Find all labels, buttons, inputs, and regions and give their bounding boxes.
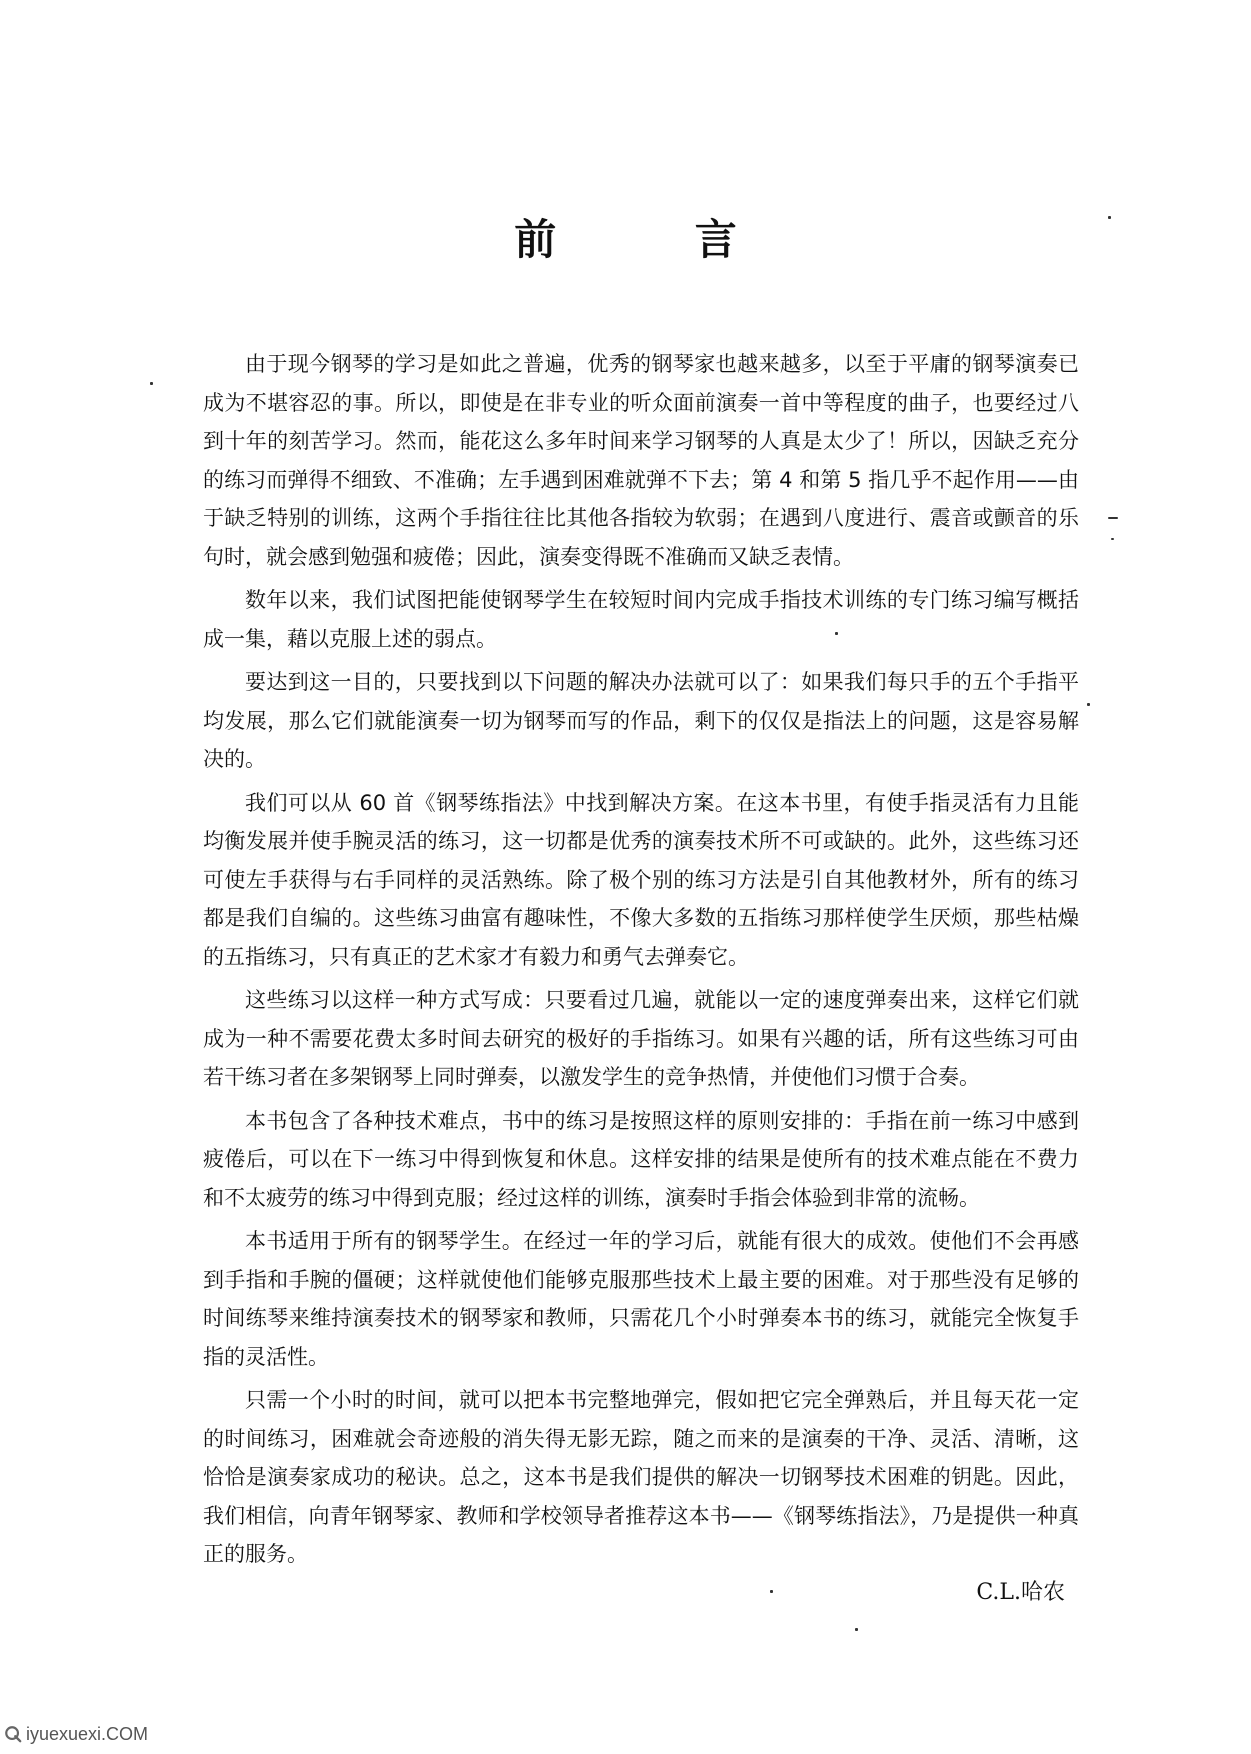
site-watermark	[4, 1722, 148, 1746]
author-signature: C.L.哈农	[976, 1580, 1065, 1605]
paragraph-1: 由于现今钢琴的学习是如此之普遍，优秀的钢琴家也越来越多，以至于平庸的钢琴演奏已成为不堪容忍的事。所以，即使是在非专业的听众面前演奏一首中等程度的曲子，也要经过八到十年的刻苦学习。然而，能花这么多年时间来学习钢琴的人真是太少了！所以，因缺乏充分的练习而弹得不细致、不准确；左手遇到困难就弹不下去；第 4 和第 5 指几乎不起作用——由于缺乏特别的训练，这两个手指往往比其他各指较为软弱；在遇到八度进行、震音或颤音的乐句时，就会感到勉强和疲倦；因此，演奏变得既不准确而又缺乏表情。	[203, 352, 1079, 569]
q-logo-icon	[4, 1725, 22, 1743]
paragraph-7: 本书适用于所有的钢琴学生。在经过一年的学习后，就能有很大的成效。使他们不会再感到手指和手腕的僵硬；这样就使他们能够克服那些技术上最主要的困难。对于那些没有足够的时间练琴来维持演奏技术的钢琴家和教师，只需花几个小时弹奏本书的练习，就能完全恢复手指的灵活性。	[203, 1229, 1079, 1369]
watermark-text: iyuexuexi.COM	[26, 1723, 149, 1744]
page-title: 前 言	[514, 215, 799, 264]
scan-speck	[855, 1628, 858, 1631]
paragraph-8: 只需一个小时的时间，就可以把本书完整地弹完，假如把它完全弹熟后，并且每天花一定的时间练习，困难就会奇迹般的消失得无影无踪，随之而来的是演奏的干净、灵活、清晰，这恰恰是演奏家成功的秘诀。总之，这本书是我们提供的解决一切钢琴技术困难的钥匙。因此，我们相信，向青年钢琴家、教师和学校领导者推荐这本书——《钢琴练指法》，乃是提供一种真正的服务。	[203, 1388, 1079, 1566]
paragraph-4: 我们可以从 60 首《钢琴练指法》中找到解决方案。在这本书里，有使手指灵活有力且能均衡发展并使手腕灵活的练习，这一切都是优秀的演奏技术所不可或缺的。此外，这些练习还可使左手获得与右手同样的灵活熟练。除了极个别的练习方法是引自其他教材外，所有的练习都是我们自编的。这些练习曲富有趣味性，不像大多数的五指练习那样使学生厌烦，那些枯燥的五指练习，只有真正的艺术家才有毅力和勇气去弹奏它。	[203, 790, 1079, 969]
scan-speck	[1108, 517, 1118, 519]
scan-speck	[150, 382, 153, 385]
scan-speck	[835, 632, 838, 635]
scan-speck	[1111, 538, 1114, 540]
paragraph-6: 本书包含了各种技术难点，书中的练习是按照这样的原则安排的：手指在前一练习中感到疲倦后，可以在下一练习中得到恢复和休息。这样安排的结果是使所有的技术难点能在不费力和不太疲劳的练习中得到克服；经过这样的训练，演奏时手指会体验到非常的流畅。	[203, 1108, 1079, 1210]
paragraph-2: 数年以来，我们试图把能使钢琴学生在较短时间内完成手指技术训练的专门练习编写概括成一集，藉以克服上述的弱点。	[203, 588, 1079, 651]
paragraph-3: 要达到这一目的，只要找到以下问题的解决办法就可以了：如果我们每只手的五个手指平均发展，那么它们就能演奏一切为钢琴而写的作品，剩下的仅仅是指法上的问题，这是容易解决的。	[203, 670, 1079, 771]
paragraph-5: 这些练习以这样一种方式写成：只要看过几遍，就能以一定的速度弹奏出来，这样它们就成为一种不需要花费太多时间去研究的极好的手指练习。如果有兴趣的话，所有这些练习可由若干练习者在多架钢琴上同时弹奏，以激发学生的竞争热情，并使他们习惯于合奏。	[203, 988, 1079, 1089]
scan-speck	[1108, 216, 1111, 219]
preface-body	[203, 345, 1079, 1579]
scan-speck	[770, 1590, 773, 1593]
scan-speck	[1087, 703, 1090, 706]
